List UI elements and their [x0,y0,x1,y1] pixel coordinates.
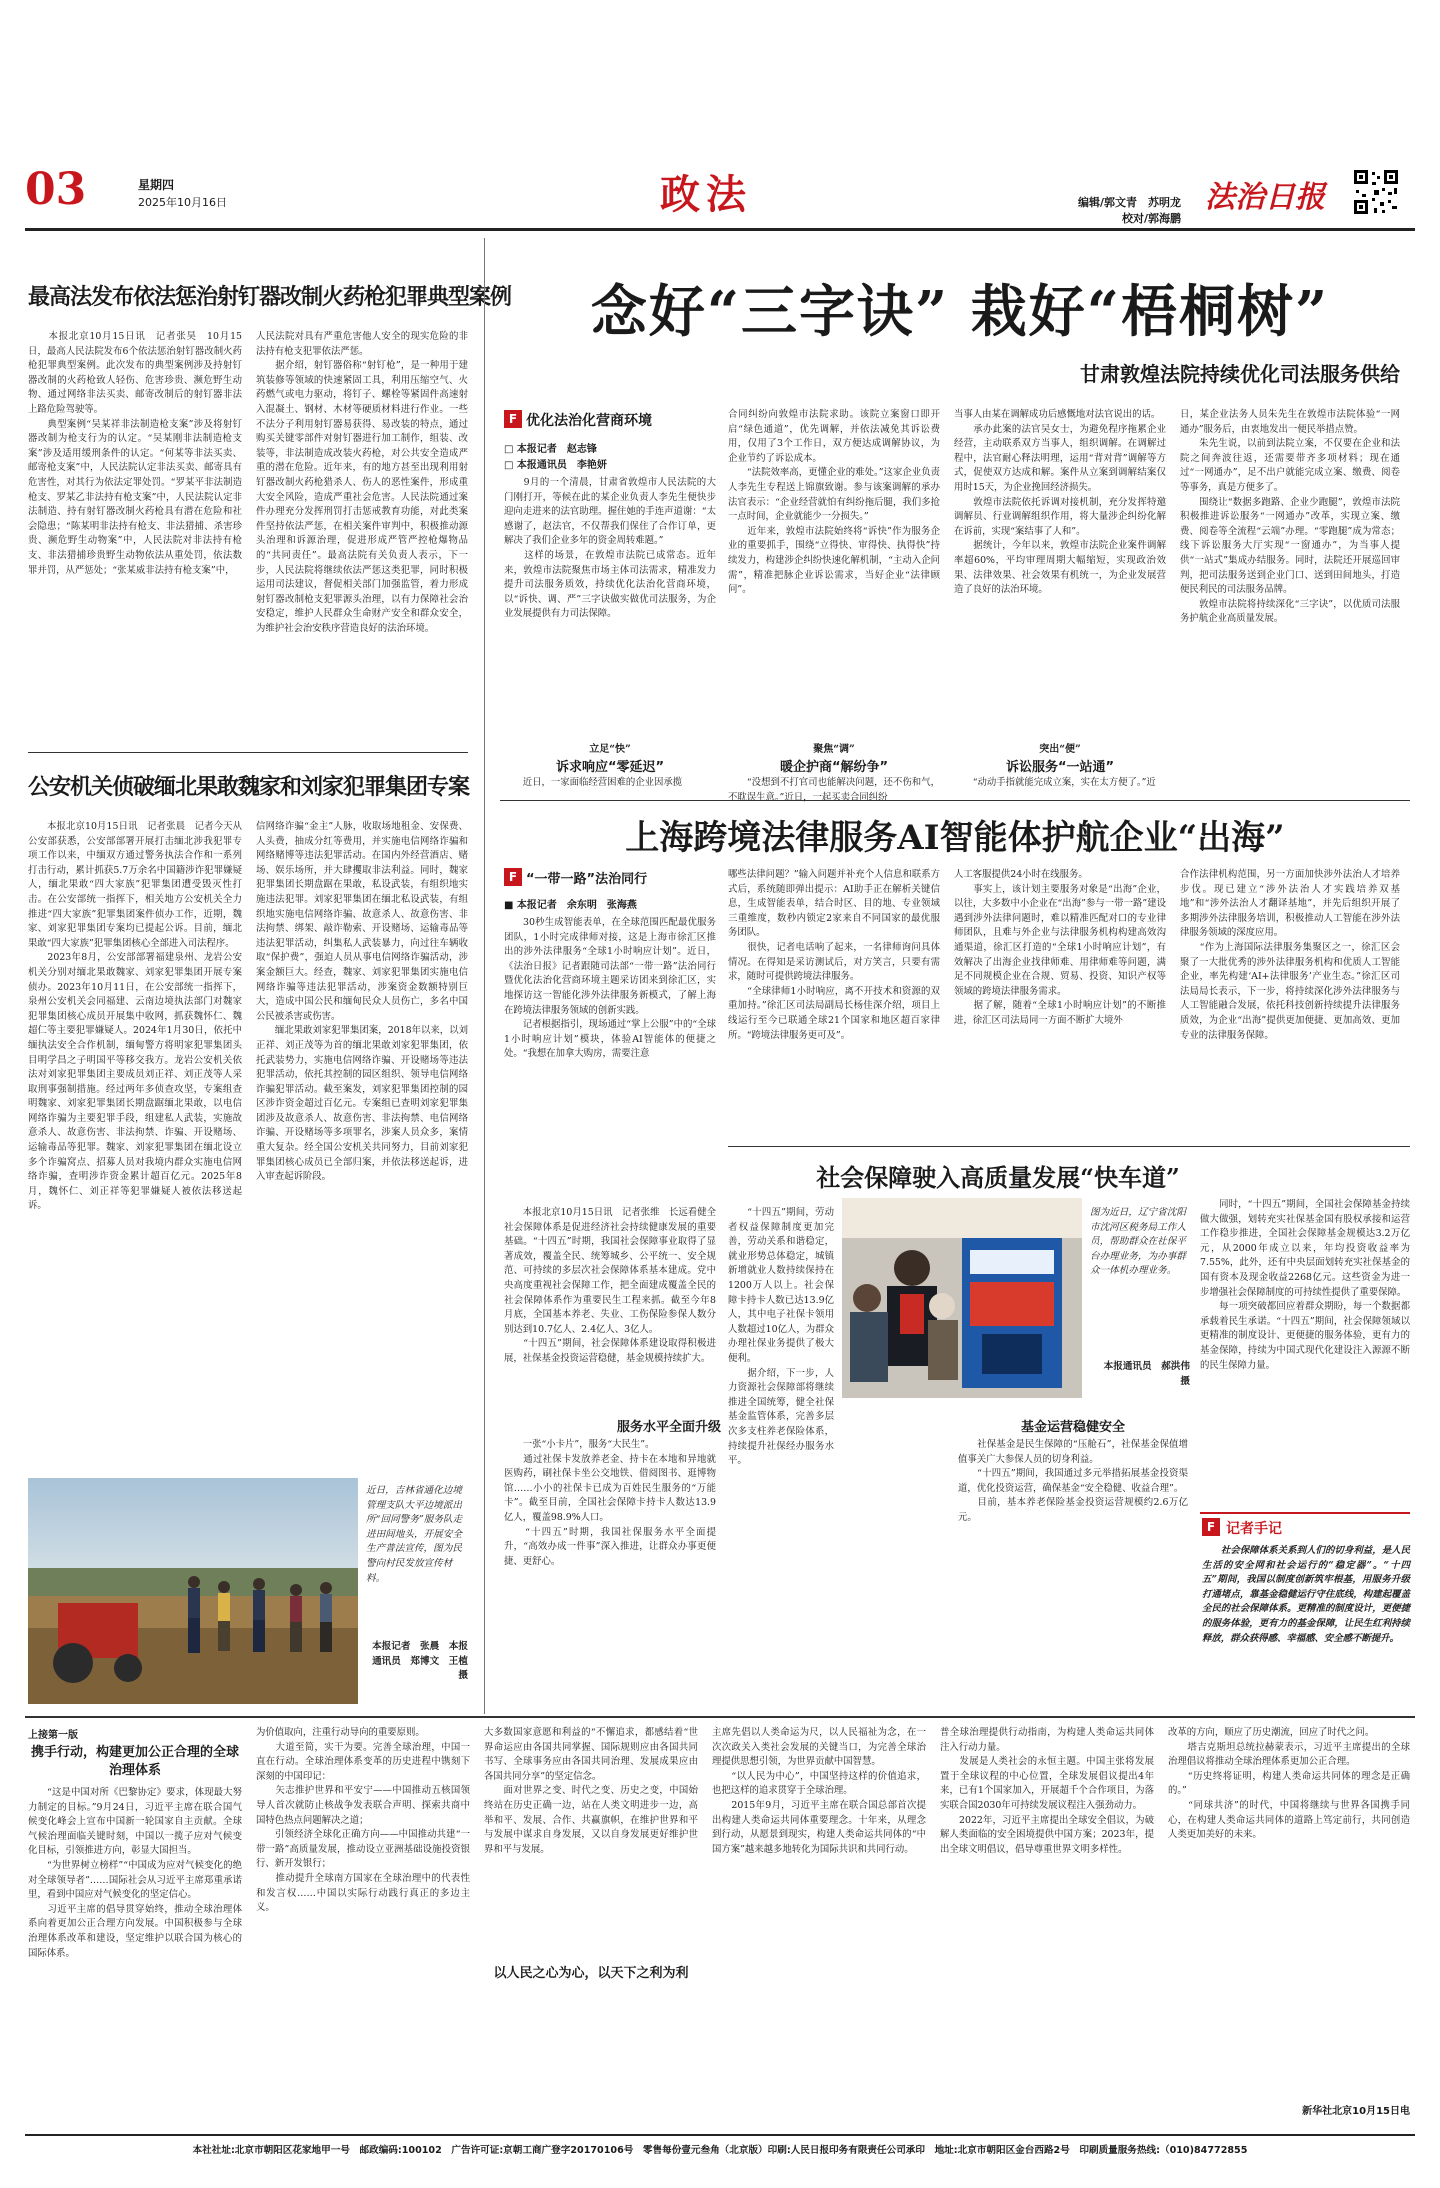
divider [28,752,468,753]
subsection-text: “动动手指就能完成立案，实在太方便了。”近 [954,777,1156,788]
photo-farm-police [28,1478,358,1704]
section-title: 政法 [660,171,752,218]
shanghai-col2: 哪些法律问题？”输入问题并补充个人信息和联系方式后，系统随即弹出提示：AI助手正在解析关键信息，生成智能表单，结合时区、目的地、专业领域三重维度，数秒内锁定2家来自不同国家的最优服务团队。 很快，记者电话响了起来，一名律师询问具体情况。在得知是采访测试后，对方笑言，只要有需求，随时可提供跨境法律服务。 “全球律师1小时响应，离不开技术和资源的双重加持。”徐汇区司法局副局长杨佳深介绍，项目上线运行至今已联通全球21个国家和地区超百家律所。“跨境法律服务更可及”。 [728,869,940,1041]
social-col1: 本报北京10月15日讯 记者张维 长远看健全社会保障体系是促进经济社会持续健康发展的重要基础。“十四五”时期，我国社会保障事业取得了显著成效，覆盖全民、统筹城乡、公平统一、安全规范、可持续的多层次社会保障体系基本建成。党中央高度重视社会保障工作，把全面建成覆盖全民的社会保障体系作为重要民生工程来抓。截至今年8月底，全国基本养老、失业、工伤保险参保人数分别达到10.7亿人、2.4亿人、3亿人。 “十四五”期间，社会保障体系建设取得积极进展，社保基金投资运营稳健，基金规模持续扩大。 [504,1207,716,1364]
social-photo-caption: 图为近日，辽宁省沈阳市沈河区税务局工作人员，帮助群众在社保平台办理业务，为办事群众一体机办理业务。 [1090,1207,1186,1277]
bottom-col5: 普全球治理提供行动指南，为构建人类命运共同体注入行动力量。 发展是人类社会的永恒主题。中国主张将发展置于全球议程的中心位置，全球发展倡议提出4年来，已有1个国家加入，开展超千个合作项目，为落实联合国2030年可持续发展议程注入强劲动力。 2022年，习近平主席提出全球安全倡议，为破解人类面临的安全困境提供中国方案；2023年，提出全球文明倡议，倡导尊重世界文明多样性。 [940,1727,1154,1855]
bottom-subhead2: 以人民之心为心，以天下之利为利 [493,1966,689,1981]
bottom-subhead1: 携手行动，构建更加公正合理的全球治理体系 [30,1745,239,1778]
tag-badge-icon: F [504,410,522,428]
issue-date: 2025年10月16日 [138,196,227,209]
bottom-col1: “这是中国对所《巴黎协定》要求，体现最大努力制定的目标。”9月24日，习近平主席在联合国气候变化峰会上宣布中国新一轮国家自主贡献。全球气候治理面临关键时刻，中国以一揽子应对气候变化目标，引领推进方向，彰显大国担当。 “为世界树立榜样”“中国成为应对气候变化的绝对全球领导者”……国际社会从习近平主席郑重承诺里，看到中国应对气候变化的坚定信心。 习近平主席的倡导贯穿始终，推动全球治理体系向着更加公正合理方向发展。中国积极参与全球治理体系改革和建设，坚定维护以联合国为核心的国际体系。 [28,1787,242,1959]
social-subsection-text: 一张“小卡片”，服务“大民生”。 通过社保卡发放养老金、持卡在本地和异地就医购药，刷社保卡坐公交地铁、借阅图书、逛博物馆……小小的社保卡已成为百姓民生服务的“万能卡”。截至目前，全国社会保障卡持卡人数达13.9亿人，覆盖98.9%人口。 “十四五”时期，我国社保服务水平全面提升，“高效办成一件事”深入推进，让群众办事更便捷、更舒心。 [504,1439,716,1567]
commentary-badge-icon: F [1202,1518,1220,1536]
bottom-col6: 改革的方向，顺应了历史潮流，回应了时代之问。 塔吉克斯坦总统拉赫蒙表示，习近平主席提出的全球治理倡议将推动全球治理体系更加公正合理。 “历史终将证明，构建人类命运共同体的理念是正确的。” “同球共济”的时代，中国将继续与世界各国携手同心，在构建人类命运共同体的道路上笃定前行，共同创造人类更加美好的未来。 [1168,1727,1410,1841]
dunhuang-byline2: □ 本报通讯员 李艳妍 [504,460,607,471]
shanghai-headline: 上海跨境法律服务AI智能体护航企业“出海” [625,818,1285,858]
bottom-col3b [484,1984,698,2120]
footer-rule [25,2134,1415,2136]
article-left-top-col2: 人民法院对具有严重危害他人安全的现实危险的非法持有枪支犯罪依法严惩。 据介绍，射钉器俗称“射钉枪”，是一种用于建筑装修等领域的快速紧固工具，利用压缩空气、火药燃气或电力驱动，将钉子、螺栓等紧固件高速射入混凝土、钢材、木材等硬质材料进行作业。一些不法分子利用射钉器易获得、易改装的特点，通过购买关键零部件对射钉器进行加工制作，组装、改装等，非法制造成改装火药枪，对公共安全造成严重的潜在危险。近年来，有的地方甚至出现利用射钉器改制火药枪猎杀人、伤人的恶性案件，形成重大安全风险，造成严重社会危害。人民法院通过案件办理充分发挥刑罚打击惩戒教育功能，对此类案件坚持依法严惩，在相关案件审判中，积极推动源头治理和诉源治理，促进形成严管严控枪爆物品的“共同责任”。最高法院有关负责人表示，下一步，人民法院将继续依法严惩这类犯罪，同时积极运用司法建议，督促相关部门加强监管，着力形成射钉器改制枪支犯罪源头治理，以有力保障社会治安稳定，维护人民群众生命财产安全和群众安全，为维护社会治安秩序营造良好的法治环境。 [256,331,468,634]
shanghai-byline: ■ 本报记者 余东明 张海燕 [504,900,637,911]
commentary-text: 社会保障体系关系到人们的切身利益，是人民生活的安全网和社会运行的“稳定器”。“十四五”期间，我国以制度创新筑牢根基，用服务升级打通堵点，靠基金稳健运行守住底线，构建起覆盖全民的社会保障体系。更精准的制度设计，更便捷的服务体验，更有力的基金保障，让民生红利持续释放，群众获得感、幸福感、安全感不断提升。 [1202,1545,1410,1644]
dunhuang-col3: 当事人由某在调解成功后感慨地对法官说出的话。 承办此案的法官吴女士，为避免程序拖累企业经营，主动联系双方当事人，组织调解。在调解过程中，法官耐心释法明理，运用“背对背”调解等方式，促使双方达成和解。案件从立案到调解结案仅用时15天，为企业挽回经济损失。 敦煌市法院依托诉调对接机制，充分发挥特邀调解员、行业调解组织作用，将大量涉企纠纷化解在诉前，实现“案结事了人和”。 据统计，今年以来，敦煌市法院企业案件调解率超60%，平均审理周期大幅缩短，实现政治效果、法律效果、社会效果有机统一，为企业发展营造了良好的法治环境。 [954,409,1166,596]
dunhuang-col1: 9月的一个清晨，甘肃省敦煌市人民法院的大门刚打开，等候在此的某企业负责人李先生便快步迎向走进来的法官助理。握住她的手连声道谢：“太感谢了，赵法官，不仅帮我们保住了合作订单，更解决了我们企业多年的资金周转难题。” 这样的场景，在敦煌市法院已成常态。近年来，敦煌市法院聚焦市场主体司法需求，精准发力提升司法服务质效，持续优化法治化营商环境，以“诉快、调、严”三字诀做实做优司法服务，为企业发展提供有力司法保障。 [504,477,716,620]
bottom-col3: 大多数国家意愿和利益的“不懈追求，都感结着“世界命运应由各国共同掌握、国际规则应由各国共同书写、全球事务应由各国共同治理、发展成果应由各国共同分享”的坚定信念。 面对世界之变、时代之变、历史之变，中国始终站在历史正确一边，站在人类文明进步一边，高举和平、发展、合作、共赢旗帜，在维护世界和平与发展中谋求自身发展，又以自身发展更好维护世界和平与发展。 [484,1727,698,1855]
main-headline: 念好“三字诀” 栽好“梧桐树” [590,279,1330,345]
bottom-col4: 主席先倡以人类命运为尺，以人民福祉为念，在一次次政关入类社会发展的关键当口，为完善全球治理提供思想引领，为世界贡献中国智慧。 “以人民为中心”，中国坚持这样的价值追求，也把这样的追求贯穿于全球治理。 2015年9月，习近平主席在联合国总部首次提出构建人类命运共同体重要理念。十年来，从理念到行动，从愿景到现实，构建人类命运共同体的“中国方案”越来越多地转化为国际共识和共同行动。 [712,1727,926,1855]
divider [500,800,1410,801]
dunhuang-col4: 日，某企业法务人员朱先生在敦煌市法院体验“一网通办”服务后，由衷地发出一便民举措点赞。 朱先生说，以前到法院立案，不仅要在企业和法院之间奔波往返，还需要带齐多项材料；现在通过“一网通办”，足不出户就能完成立案、缴费、阅卷等事务，真是方便多了。 围绕让“数据多跑路、企业少跑腿”，敦煌市法院积极推进诉讼服务“一网通办”改革，实现立案、缴费、阅卷等全流程“云端”办理。“零跑腿”成为常态；线下诉讼服务大厅实现“一窗通办”，为当事人提供“一站式”集成办结服务。同时，法院还开展巡回审判，把司法服务送到企业门口、送到田间地头，打造便民利民的司法服务品牌。 敦煌市法院将持续深化“三字诀”，以优质司法服务护航企业高质量发展。 [1180,409,1400,625]
column-divider [484,238,485,1714]
shanghai-tag: “一带一路”法治同行 [526,872,648,887]
shanghai-col1: 30秒生成智能表单，在全球范围匹配最优服务团队，1小时完成律师对接，这是上海市徐汇区推出的涉外法律服务“全球1小时响应计划”。近日，《法治日报》记者跟随司法部“一带一路”法治同行暨优化法治化营商环境主题采访团来到徐汇区，实地探访这一智能化涉外法律服务新模式，了解上海在跨境法律服务领域的创新实践。 记者根据指引，现场通过“掌上公服”中的“全球1小时响应计划”模块，体验AI智能体的便捷之处。“我想在加拿大购房，需要注意 [504,917,716,1060]
photo-left-credit: 本报记者 张晨 本报通讯员 郑博文 王植 摄 [372,1641,478,1682]
article-left-mid-col1: 本报北京10月15日讯 记者张晨 记者今天从公安部获悉，公安部部署开展打击缅北涉我犯罪专项工作以来，中缅双方通过警务执法合作和一系列打击行动，累计抓获5.7万余名中国籍涉诈犯罪嫌疑人，缅北果敢“四大家族”犯罪集团遭受毁灭性打击。在公安部统一指挥下，相关地方公安机关全力推进“四大家族”犯罪集团案件侦办工作，近期，魏家、刘家犯罪集团专案均已提起公诉。目前，缅北果敢“四大家族”犯罪集团核心全部进入司法程序。 2023年8月，公安部部署福建泉州、龙岩公安机关分别对缅北果敢魏家、刘家犯罪集团开展专案侦办。2023年10月11日，在公安部统一指挥下，泉州公安机关会同福建、云南边境执法部门对魏家犯罪集团核心成员开展集中收网，抓获魏怀仁、魏超仁等主要犯罪嫌疑人。2024年1月30日，依托中缅执法安全合作机制，缅甸警方将明家犯罪集团头目明学昌之子明国平等移交我方。龙岩公安机关依法对刘家犯罪集团主要成员刘正祥、刘正茂等人采取刑事强制措施。经过两年多侦查攻坚，专案组查明魏家、刘家犯罪集团长期盘踞缅北果敢，以电信网络诈骗为主要犯罪手段，组建私人武装，实施故意杀人、故意伤害、非法拘禁、诈骗、开设赌场、运输毒品等犯罪。魏家、刘家犯罪集团在缅北设立多个诈骗窝点、招募人员对我境内群众实施电信网络诈骗，查明涉诈资金累计超百亿元。2025年8月，魏怀仁、刘正祥等犯罪嫌疑人被依法移送起诉。 [28,821,242,1212]
photo-social-security [842,1198,1082,1398]
bottom-source: 新华社北京10月15日电 [1302,2106,1410,2117]
social-subsection-title: 服务水平全面升级 [616,1420,721,1435]
qr-code-icon [1352,168,1400,216]
paper-name-logo: 法治日报 [1205,180,1325,215]
article-left-mid-headline: 公安机关侦破缅北果敢魏家和刘家犯罪集团专案 [28,774,470,800]
social-col3: 同时，“十四五”期间，全国社会保障基金持续做大做强，划转充实社保基金国有股权承接和运营工作稳步推进，全国社会保障基金规模达3.2万亿元，从2000年成立以来，年均投资收益率为7.55%，此外，还有中央层面划转充实社保基金的国有资本及现金收益2268亿元。这些资金为进一步增强社会保障制度的可持续性提供了重要保障。 每一项突破都回应着群众期盼，每一个数据都承载着民生承诺。“十四五”期间，社会保障领域以更精准的制度设计、更便捷的服务体验，更有力的基金保障，持续为中国式现代化建设注入源源不断的民生保障力量。 [1200,1199,1410,1371]
article-left-top-col1: 本报北京10月15日讯 记者张昊 10月15日，最高人民法院发布6个依法惩治射钉器改制火药枪犯罪典型案例。此次发布的典型案例涉及持射钉器改制的火药枪致人轻伤、危害珍贵、濒危野生动物、通过网络非法买卖、邮寄改制后的射钉器非法上路危险驾驶等。 典型案例“吴某祥非法制造枪支案”涉及将射钉器改制为枪支行为的认定。“吴某刚非法制造枪支案”涉及适用缓刑条件的认定。“何某等非法买卖、邮寄枪支案”中，人民法院认定非法买卖、邮寄具有危害性，对其行为依法定罪处罚。“罗某平非法制造枪支、罗某乙非法持有枪支案”中，人民法院认定非法制造、持有射钉器改制火药枪具有潜在危险和社会隐患；“陈某明非法持有枪支、非法猎捕、杀害珍贵、濒危野生动物案”中，人民法院对非法持有枪支、非法猎捕珍贵野生动物依法从重处罚，依法数罪并罚，从严惩处；“张某威非法持有枪支案”中， [28,331,242,576]
social-col2: “十四五”期间，劳动者权益保障制度更加完善，劳动关系和谐稳定，就业形势总体稳定，城镇新增就业人数持续保持在1200万人以上。社会保障卡持卡人数已达13.9亿人，其中电子社保卡领用人数超过10亿人，为群众办理社保业务提供了极大便利。 据介绍，下一步，人力资源社会保障部将继续推进全国统筹，健全社保基金监管体系，完善多层次多支柱养老保险体系，持续提升社保经办服务水平。 [728,1207,834,1467]
editors: 编辑/郭文青 苏明龙 [1078,196,1182,209]
page-number: 03 [25,164,87,215]
shanghai-col4: 合作法律机构范围，另一方面加快涉外法治人才培养步伐。现已建立“涉外法治人才实践培养双基地”和“涉外法治人才翻译基地”，并先后组织开展了多期涉外法律服务培训，积极推动人工智能在涉外法律服务领域的深度应用。 “作为上海国际法律服务集聚区之一，徐汇区会聚了一大批优秀的涉外法律服务机构和优质人工智能企业，率先构建‘AI+法律服务’产业生态。”徐汇区司法局局长表示，下一步，将持续深化涉外法律服务与人工智能融合发展，依托科技创新持续提升法律服务质效，为企业“出海”提供更加便捷、更加高效、更加专业的法律服务保障。 [1180,869,1400,1041]
weekday: 星期四 [138,178,175,192]
proofreader: 校对/郭海鹏 [1122,212,1182,225]
photo-left-caption: 近日，吉林省通化边境管理支队大平边境派出所“回同警务”服务队走进田间地头，开展安全生产普法宣传，图为民警向村民发放宣传材料。 [366,1485,463,1584]
subsection-label: 立足“快” [589,744,631,755]
divider [25,1716,1415,1718]
social-headline: 社会保障驶入高质量发展“快车道” [816,1163,1180,1192]
social-photo-credit: 本报通讯员 郝洪伟 摄 [1103,1361,1200,1387]
subsection-text: “没想到不打官司也能解决问题，还不伤和气，不耽误生意。”近日，一起买卖合同纠纷 [728,777,940,803]
social-subsection-text: 社保基金是民生保障的“压舱石”，社保基金保值增值事关广大参保人员的切身利益。 “十四五”期间，我国通过多元举措拓展基金投资渠道，优化投资运营，确保基金“安全稳健、收益合理”。 目前，基本养老保险基金投资运营规模约2.6万亿元。 [958,1439,1188,1523]
commentary-label: 记者手记 [1226,1521,1282,1537]
subsection-title: 诉讼服务“一站通” [1005,760,1115,775]
masthead-rule [25,228,1415,231]
bottom-col2: 为价值取向，注重行动导向的重要原则。 大道至简，实干为要。完善全球治理，中国一直在行动。全球治理体系变革的历史进程中镌刻下深刻的中国印记： 矢志推护世界和平安宁——中国推动五核国领导人首次就防止核战争发表联合声明、探索共商中国特色热点问题解决之道； 引领经济全球化正确方向——中国推动共建“一带一路”高质量发展，推动设立亚洲基础设施投资银行、新开发银行； 推动提升全球南方国家在全球治理中的代表性和发言权……中国以实际行动践行真正的多边主义。 [256,1727,470,1914]
social-subsection-title: 基金运营稳健安全 [1020,1420,1125,1435]
subsection-title: 暖企护商“解纷争” [779,760,889,775]
subsection-title: 诉求响应“零延迟” [555,760,665,775]
tag-badge-icon: F [504,868,522,886]
footer-text: 本社社址:北京市朝阳区花家地甲一号 邮政编码:100102 广告许可证:京朝工商广登字20170106号 零售每份壹元叁角（北京版）印刷:人民日报印务有限责任公司承印 地址:北京市朝阳区金台西路2号 印刷质量服务热线:（010)84772855 [192,2145,1248,2156]
social-subsection-text-cont [728,1438,834,1706]
jump-note: 上接第一版 [28,1730,78,1741]
shanghai-col3: 人工客服提供24小时在线服务。 事实上，该计划主要服务对象是“出海”企业，以往，大多数中小企业在“出海”参与一带一路”建设遇到涉外法律问题时，难以精准匹配对口的专业律师团队，且难与外企业与法律服务机构构建高效沟通渠道，徐汇区打造的“全球1小时响应计划”，有效解决了出海企业找律师难、用律师难等问题，满足不同规模企业在合规、贸易、投资、知识产权等领域的跨境法律服务需求。 据了解，随着“全球1小时响应计划”的不断推进，徐汇区司法局同一方面不断扩大境外 [954,869,1166,1026]
dunhuang-byline1: □ 本报记者 赵志锋 [504,444,597,455]
article-left-top-headline: 最高法发布依法惩治射钉器改制火药枪犯罪典型案例 [28,284,512,310]
main-subtitle: 甘肃敦煌法院持续优化司法服务供给 [1080,362,1400,386]
subsection-label: 聚焦“调” [813,744,855,755]
article-left-mid-col2: 信网络诈骗“金主”人脉，收取场地租金、安保费、人头费，抽成分红等费用，并实施电信网络诈骗和网络赌博等违法犯罪活动。在国内外经营酒店、赌场、娱乐场所，并大肆攫取非法利益。同时，魏家犯罪集团长期盘踞在果敢，私设武装，有组织地实施违法犯罪。刘家犯罪集团在缅北私设武装，有组织地实施电信网络诈骗、故意杀人、故意伤害、非法拘禁、绑架、敲诈勒索、开设赌场、运输毒品等违法犯罪活动，纠集私人武装暴力，向过往车辆收取“保护费”，强迫人员从事电信网络诈骗活动，涉案金额巨大。经查，魏家、刘家犯罪集团实施电信网络诈骗等违法犯罪活动，涉案资金数额特别巨大，造成中国公民和缅甸民众人员伤亡，多名中国公民被杀害或伤害。 缅北果敢刘家犯罪集团案，2018年以来，以刘正祥、刘正茂等为首的缅北果敢刘家犯罪集团，依托武装势力，实施电信网络诈骗、开设赌场等违法犯罪活动，依托其控制的园区组织、领导电信网络诈骗犯罪活动。截至案发，刘家犯罪集团控制的园区涉诈资金超过百亿元。专案组已查明刘家犯罪集团涉及故意杀人、故意伤害、非法拘禁、电信网络诈骗、开设赌场等多项罪名，涉案人员众多，案情重大复杂。经全国公安机关共同努力，目前刘家犯罪集团核心成员已全部归案，并依法移送起诉，进入审查起诉阶段。 [256,821,468,1183]
subsection-text: 近日，一家面临经营困难的企业因承揽 [504,777,683,788]
dunhuang-col2: 合同纠纷向敦煌市法院求助。该院立案窗口即开启“绿色通道”，优先调解，并依法减免其诉讼费用，仅用了3个工作日，双方便达成调解协议，为企业节约了诉讼成本。 “法院效率高，更懂企业的难处。”这家企业负责人李先生专程送上锦旗致谢。参与该案调解的承办法官表示：“企业经营就怕有纠纷拖后腿，我们多抢一点时间，企业就能少一分损失。” 近年来，敦煌市法院始终将“诉快”作为服务企业的重要抓手，围绕“立得快、审得快、执得快”持续发力，构建涉企纠纷快速化解机制，“主动入企问需”，精准把脉企业诉讼需求，当好企业“法律顾问”。 [728,409,940,596]
subsection-label: 突出“便” [1039,744,1081,755]
dunhuang-tag: 优化法治化营商环境 [526,413,652,429]
divider [728,1146,1410,1147]
